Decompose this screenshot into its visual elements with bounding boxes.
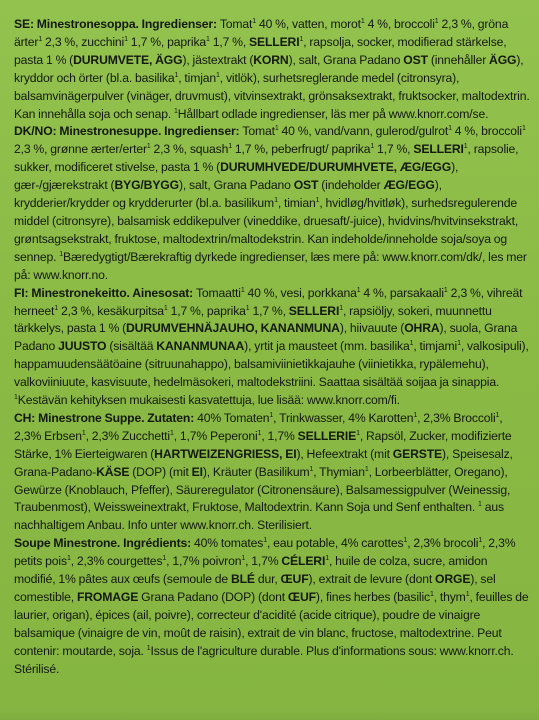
footnote-marker: 1 [409, 340, 414, 348]
bold-text-run: OST [293, 178, 319, 193]
section-fr [14, 535, 530, 678]
text-run: 1,7 %, [249, 303, 289, 318]
text-run: , vitlök), surhetsreglerande medel (citronsyra), balsamvinägerpulver (vinäger, druvmust), vitvinsextrakt, grönsaksextrakt, fruktsocker, maltodextrin. Kan innehålla soja och senap. [14, 70, 530, 121]
text-run: Tomaatti [195, 285, 241, 300]
text-run: , 2,3% petits pois [14, 536, 516, 569]
footnote-marker: 1 [241, 555, 246, 563]
text-run: 2,3 %, grønne ærter/erter [14, 142, 147, 157]
text-run: , feuilles de laurier, origan), épices (ail, poivre), correcteur d'acidité (acide citrique), poudre de vinaigre balsamique (vinaigre de vin, moût de raisin), extrait de vin blanc, fructose, maltodextrine. Peut contenir: moutarde, soja. [14, 590, 529, 658]
footnote-marker: 1 [206, 35, 210, 43]
text-run: 2,3 %, gröna ärter [14, 17, 509, 49]
bold-text-run: HARTWEIZENGRIESS, EI [154, 446, 297, 461]
text-run: 1,7 %, paprika [127, 34, 207, 49]
bold-text-run: EI [191, 464, 203, 479]
text-run: 1,7 %, paprika [167, 303, 246, 318]
footnote-marker: 1 [356, 286, 361, 294]
bold-text-run: ORGE [435, 572, 471, 587]
text-run: Tomat [219, 17, 253, 31]
text-run: 40% Tomaten [197, 410, 270, 425]
footnote-marker: 1 [174, 71, 179, 79]
bold-text-run: BLÉ [230, 572, 255, 587]
text-run: Tomat [242, 124, 275, 139]
text-run: , timjan [178, 70, 217, 85]
text-run: , valkosipuli), happamuudensäätöaine (sitruunahappo), balsamiviinietikkajauhe (viinietikka, rypälemehu), valkoviiniuute, kasvisuute, hedelmäsokeri, maltodekstriini. Saattaa sisältää soijaa ja sinappia. [14, 339, 529, 390]
text-run: ), kryddor och örter (bl.a. basilika [14, 52, 524, 85]
text-run: (DOP) (mit [129, 464, 192, 479]
text-run: 40 %, vesi, porkkana [244, 285, 357, 300]
text-run: dur, [254, 572, 281, 587]
footnote-marker: 1 [174, 107, 178, 115]
bold-text-run: OST [403, 52, 428, 67]
footnote-marker: 1 [360, 18, 365, 25]
bold-text-run: OHRA [404, 321, 440, 336]
footnote-marker: 1 [521, 125, 526, 133]
text-run: , 2,3% Erbsen [14, 410, 503, 443]
footnote-marker: 1 [14, 394, 18, 402]
bold-text-run: FI: Minestronekeitto. Ainesosat: [14, 285, 196, 300]
bold-text-run: JUUSTO [58, 339, 107, 354]
footnote-marker: 1 [364, 465, 369, 473]
text-run: ), krydderier/krydder og krydderurter (bl.a. basilikum [14, 178, 442, 211]
text-run: 2,3 %, kesäkurpitsa [58, 303, 164, 318]
text-run: , Trinkwasser, 4% Karotten [273, 410, 414, 425]
text-run: 1,7 %, [209, 34, 250, 49]
footnote-marker: 1 [443, 286, 448, 294]
text-run: , Thymian [313, 464, 365, 479]
bold-text-run: KORN [253, 52, 289, 67]
text-run: (indeholder [318, 178, 384, 193]
bold-text-run: CÉLERI [281, 554, 326, 569]
text-run: 4 %, broccoli [451, 124, 522, 139]
text-run: 40% tomates [194, 536, 264, 551]
footnote-marker: 1 [59, 250, 64, 258]
footnote-marker: 1 [274, 125, 279, 133]
bold-text-run: BYG/BYGG [114, 178, 179, 193]
text-run: ), salt, Grana Padano [288, 52, 404, 67]
bold-text-run: SE: Minestronesoppa. Ingredienser: [14, 17, 220, 31]
footnote-marker: 1 [274, 197, 278, 205]
text-run: , Rapsöl, Zucker, modifizierte Stärke, 1% Eierteigwaren ( [14, 428, 512, 461]
footnote-marker: 1 [309, 465, 314, 473]
text-run: 4 %, parsakaali [360, 285, 444, 300]
text-run: ), Kräuter (Basilikum [202, 464, 310, 479]
bold-text-run: FROMAGE [76, 590, 139, 604]
text-run: ), sel comestible, [14, 572, 496, 604]
footnote-marker: 1 [146, 644, 151, 652]
text-run: , hvidløg/hvitløk), surhedsregulerende middel (citronsyre), balsamisk eddikepulver (vineddike, druesaft/-juice), hvidvins/hvitvinsekstrakt, grøntsagsekstrakt, fruktose, maltodextrin/maltodekstrin. Kan indeholde/inneholde soja/soya og sennep. [14, 196, 519, 264]
bold-text-run: ŒUF [287, 590, 316, 604]
text-run: ), Speisesalz, Grana-Padano- [14, 446, 513, 479]
footnote-marker: 1 [54, 304, 59, 312]
footnote-marker: 1 [448, 125, 452, 133]
text-run: (sisältää [106, 339, 157, 354]
footnote-marker: 1 [66, 555, 71, 563]
text-run: 2,3 %, zucchini [42, 34, 125, 49]
text-run: , huile de colza, sucre, amidon modifié, 1% pâtes aux œufs (semoule de [14, 554, 488, 587]
text-run: , 2,3% Broccoli [417, 410, 496, 425]
footnote-marker: 1 [413, 411, 418, 419]
bold-text-run: GERSTE [392, 446, 443, 461]
text-run: ), fines herbes (basilic [315, 590, 430, 604]
text-run: ), Hefeextrakt (mit [296, 446, 393, 461]
text-run: ), gær-/gjærekstrakt ( [14, 160, 459, 193]
text-run: ), extrait de levure (dont [308, 572, 436, 587]
footnote-marker: 1 [315, 197, 320, 205]
footnote-marker: 1 [163, 304, 168, 312]
text-run: Kestävän kehityksen mukaisesti kasvatettuja, lue lisää: www.knorr.com/fi. [17, 393, 400, 408]
bold-text-run: SELLERI [413, 142, 464, 157]
bottom-edge-shade [0, 706, 539, 720]
text-run: 2,3 %, squash [150, 142, 229, 157]
text-run: , 2,3% courgettes [70, 554, 163, 569]
text-run: Grana Padano (DOP) (dont [138, 590, 288, 604]
footnote-marker: 1 [245, 304, 250, 312]
footnote-marker: 1 [495, 411, 500, 419]
text-run: 4 %, broccoli [364, 17, 435, 31]
footnote-marker: 1 [169, 429, 174, 437]
bold-text-run: KÄSE [96, 464, 130, 479]
text-run: Issus de l'agriculture durable. Plus d'informations sous: www.knorr.ch. Stérilisé. [14, 643, 514, 676]
text-run: , rapsolja, socker, modifierad stärkelse, pasta 1 % ( [14, 34, 507, 67]
text-run: 40 %, vatten, morot [256, 17, 361, 31]
text-run: , eau potable, 4% carottes [266, 536, 404, 551]
ingredients-text-block [14, 16, 530, 679]
footnote-marker: 1 [403, 537, 408, 545]
text-run: , timjami [413, 339, 458, 354]
footnote-marker: 1 [228, 143, 232, 151]
footnote-marker: 1 [463, 143, 468, 151]
section-dk-no [14, 123, 530, 284]
footnote-marker: 1 [257, 429, 262, 437]
text-run: 40 %, vand/vann, gulerod/gulrot [278, 124, 449, 139]
footnote-marker: 1 [38, 35, 43, 43]
text-run: 2,3 %, vihreät herneet [14, 285, 523, 318]
text-run: , 2,3% Zucchetti [85, 428, 170, 443]
text-run: aus nachhaltigem Anbau. Info unter www.knorr.ch. Sterilisiert. [14, 500, 504, 533]
footnote-marker: 1 [325, 555, 329, 563]
footnote-marker: 1 [299, 35, 304, 43]
footnote-marker: 1 [478, 501, 482, 509]
bold-text-run: CH: Minestrone Suppe. Zutaten: [14, 410, 198, 425]
footnote-marker: 1 [429, 591, 434, 598]
text-run: ), yrtit ja mausteet (mm. basilika [244, 339, 410, 354]
text-run: , 2,3% brocoli [407, 536, 479, 551]
bold-text-run: ÄGG [489, 52, 517, 67]
bold-text-run: SELLERI [288, 303, 340, 318]
text-run: , 1,7% [261, 428, 298, 443]
text-run: ), jästextrakt ( [182, 52, 254, 67]
footnote-marker: 1 [356, 429, 360, 437]
text-run: , 1,7% poivron [166, 554, 242, 569]
bold-text-run: ÆG/EGG [383, 178, 435, 193]
footnote-marker: 1 [339, 304, 343, 312]
footnote-marker: 1 [81, 429, 86, 437]
text-run: ), salt, Grana Padano [178, 178, 294, 193]
footnote-marker: 1 [252, 18, 257, 25]
text-run: , rapsiöljy, sokeri, muunnettu tärkkelys, pasta 1 % ( [14, 303, 492, 336]
footnote-marker: 1 [465, 591, 470, 598]
text-run: ), suola, Grana Padano [14, 321, 518, 354]
text-run: ), hiivauute ( [339, 321, 405, 336]
footnote-marker: 1 [269, 411, 274, 419]
text-run: (innehåller [427, 52, 490, 67]
footnote-marker: 1 [370, 143, 375, 151]
bold-text-run: KANANMUNAA [156, 339, 245, 354]
text-run: Hållbart odlade ingredienser, läs mer på www.knorr.com/se. [177, 106, 489, 121]
bold-text-run: ŒUF [280, 572, 309, 587]
bold-text-run: SELLERIE [297, 428, 357, 443]
text-run: 1,7 %, [374, 142, 414, 157]
bold-text-run: SELLERI [249, 34, 300, 49]
text-run: , timian [277, 196, 316, 211]
footnote-marker: 1 [146, 143, 151, 151]
text-run: , 1,7% [245, 554, 282, 569]
bold-text-run: DK/NO: Minestronesuppe. Ingredienser: [14, 124, 243, 139]
bold-text-run: DURUMVETE, ÄGG [73, 52, 183, 67]
section-se [14, 16, 530, 123]
footnote-marker: 1 [263, 537, 267, 545]
section-fi [14, 285, 530, 410]
footnote-marker: 1 [478, 537, 483, 545]
text-run: , 1,7% Peperoni [173, 428, 258, 443]
section-ch [14, 410, 530, 535]
footnote-marker: 1 [457, 340, 461, 348]
text-run: , rapsolie, sukker, modificeret stivelse, pasta 1 % ( [14, 142, 519, 175]
text-run: Bæredygtigt/Bærekraftig dyrkede ingredienser, læs mere på: www.knorr.com/dk/, les mer på: www.knorr.no. [14, 249, 527, 282]
bold-text-run: DURUMHVEDE/DURUMHVETE, ÆG/EGG [220, 160, 452, 175]
text-run: , thym [433, 590, 466, 604]
footnote-marker: 1 [124, 35, 128, 43]
footnote-marker: 1 [434, 18, 439, 25]
bold-text-run: Soupe Minestrone. Ingrédients: [14, 536, 194, 551]
footnote-marker: 1 [240, 286, 245, 294]
text-run: , Lorbeerblätter, Oregano), Gewürze (Knoblauch, Pfeffer), Säureregulator (Citronensäure), Balsamessigpulver (Weinessig, Traubenmost), Weissweinextrakt, Fruktose, Maltodextrin. Kann Soja und Senf enthalten. [14, 464, 511, 515]
text-run: 1,7 %, peberfrugt/ paprika [231, 142, 371, 157]
bold-text-run: DURUMVEHNÄJAUHO, KANANMUNA [126, 321, 340, 336]
footnote-marker: 1 [162, 555, 167, 563]
footnote-marker: 1 [216, 71, 220, 79]
